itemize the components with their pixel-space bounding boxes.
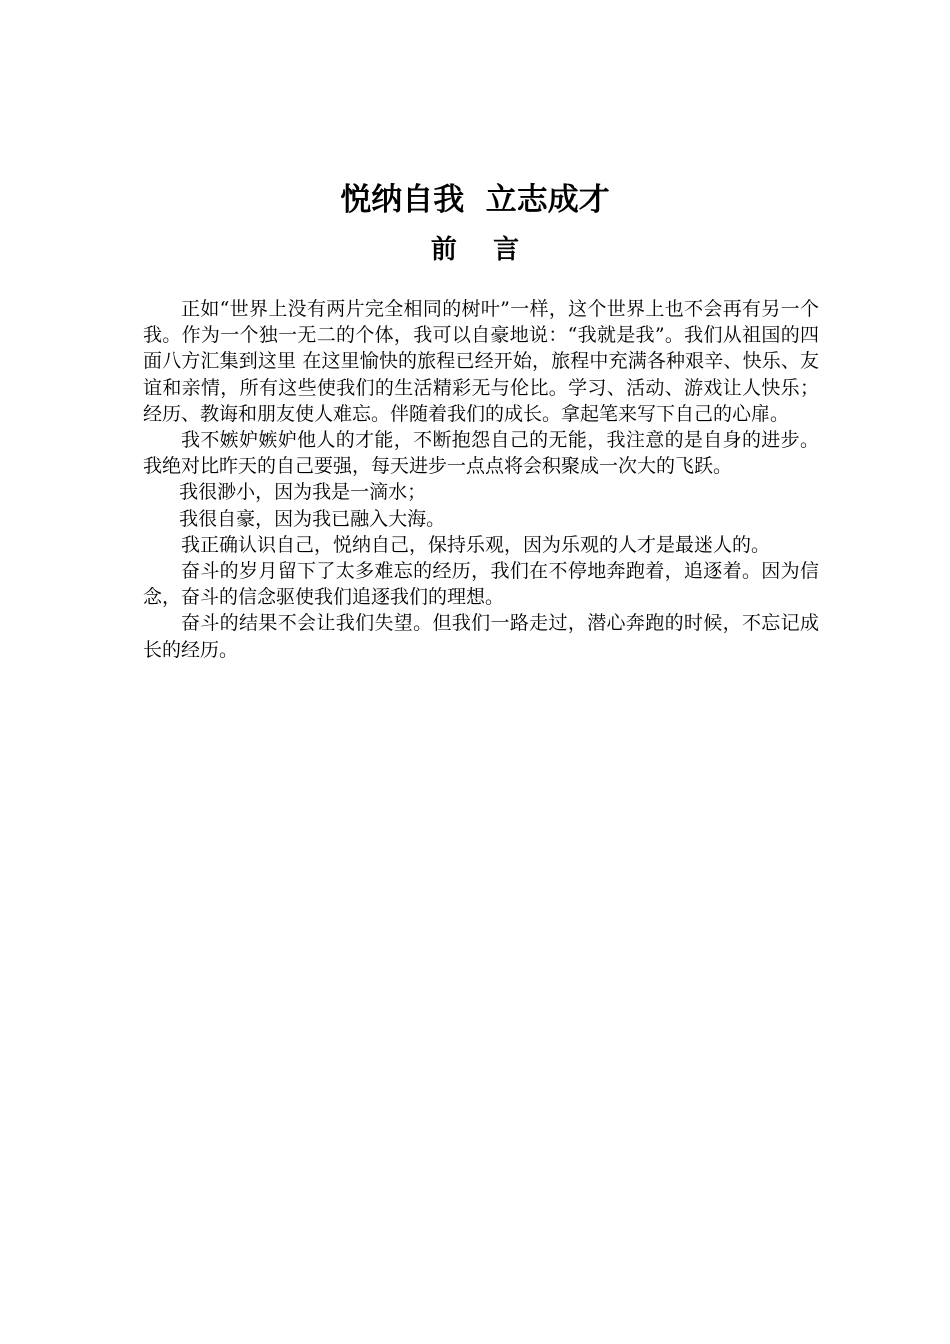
document-title: 悦纳自我 立志成才	[340, 182, 610, 218]
paragraph-3: 我正确认识自己，悦纳自己，保持乐观，因为乐观的人才是最迷人的。	[181, 533, 771, 556]
document-body	[143, 296, 819, 663]
preface-heading: 前 言	[430, 235, 520, 265]
paragraph-2: 我不嫉妒嫉妒他人的才能，不断抱怨自己的无能，我注意的是自身的进步。我绝对比昨天的自己要强，每天进步一点点将会积聚成一次大的飞跃。	[143, 429, 819, 478]
paragraph-1: 正如“世界上没有两片完全相同的树叶”一样，这个世界上也不会再有另一个我。作为一个独一无二的个体，我可以自豪地说：“我就是我”。我们从祖国的四面八方汇集到这里 在这里愉快的旅程已经开始，旅程中充满各种艰辛、快乐、友谊和亲情，所有这些使我们的生活精彩无与伦比。学习、活动、游戏让人快乐；经历、教诲和朋友使人难忘。伴随着我们的成长。拿起笔来写下自己的心扉。	[143, 298, 819, 425]
paragraph-4: 奋斗的岁月留下了太多难忘的经历，我们在不停地奔跑着，追逐着。因为信念，奋斗的信念驱使我们追逐我们的理想。	[143, 560, 819, 609]
poem-line-1: 我很渺小，因为我是一滴水；	[179, 481, 427, 504]
poem-line-2: 我很自豪，因为我已融入大海。	[179, 507, 446, 530]
paragraph-5: 奋斗的结果不会让我们失望。但我们一路走过，潜心奔跑的时候，不忘记成长的经历。	[143, 612, 819, 661]
